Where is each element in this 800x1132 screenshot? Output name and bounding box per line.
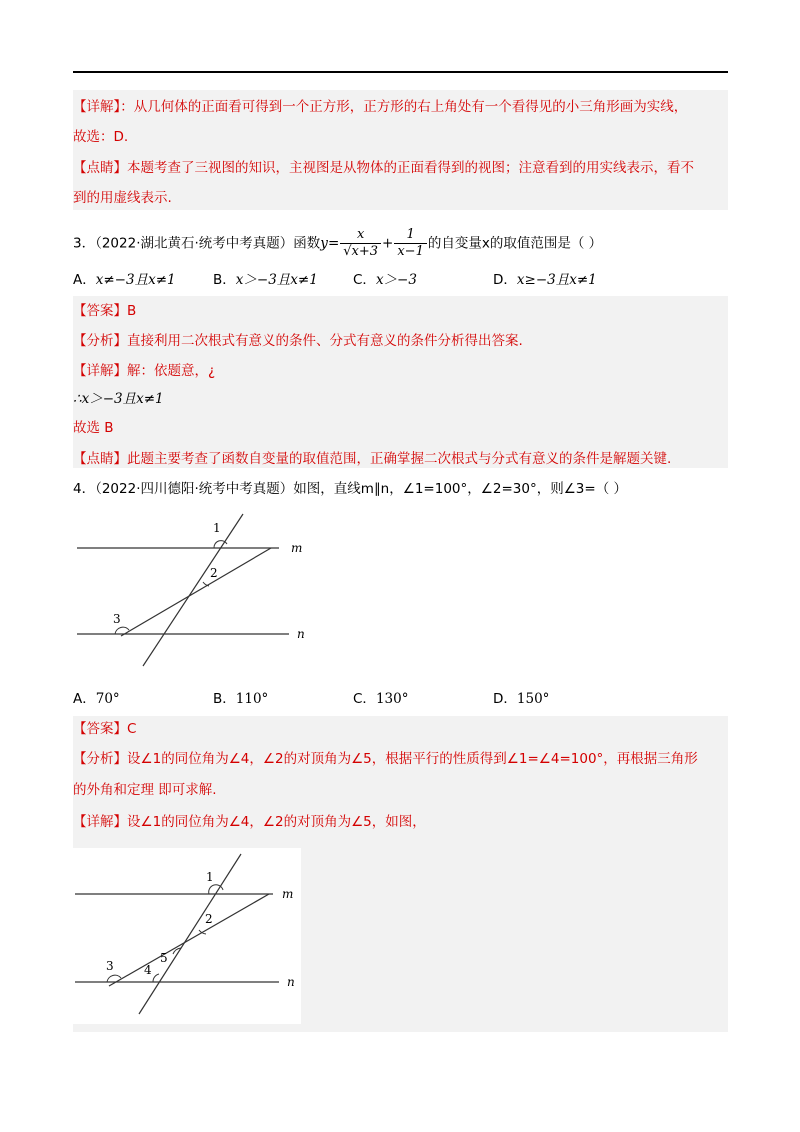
label-n: n [287,975,295,989]
q4-answer-line [73,718,136,740]
detail-tag: 【详解】 [73,99,121,115]
q3-answer-line [73,300,136,322]
q3-option-a[interactable] [73,269,176,291]
q4-number: 4． [73,481,96,497]
option-text: 70° [95,691,120,707]
q4-analysis-line [73,748,698,770]
q4-stem-text: （2022·四川德阳·统考中考真题）如图，直线m∥n，∠1=100°，∠2=30°，则∠3=（ ） [95,481,627,497]
option-label: A． [73,691,96,707]
detail-text: 解：依题意，¿ [127,363,216,379]
q3-fraction-1 [340,227,381,260]
q3-y: y [320,235,328,252]
q3-source: （2022·湖北黄石·统考中考真题）函数 [95,235,321,252]
q4-analysis-line-2 [73,779,217,801]
q3-option-b[interactable] [213,269,318,291]
q3-solution-block [73,296,728,468]
choose-text: 故选 B [73,420,114,436]
label-1: 1 [213,521,221,535]
q3-f2-den: x−1 [397,244,424,259]
point-text-2: 到的用虚线表示. [73,190,172,206]
angle-4-arc [153,974,159,982]
option-label: D． [493,691,517,707]
q3-detail-line [73,360,215,382]
label-m: m [282,887,294,901]
q4-option-b[interactable] [213,688,268,710]
header-rule [73,71,728,73]
prev-detail-line-2 [73,126,128,148]
prev-detail-line [73,96,687,118]
option-label: B． [213,691,236,707]
detail-tag: 【详解】 [73,814,127,830]
option-label: A． [73,272,96,288]
q4-option-d[interactable] [493,688,549,710]
q4-detail-line [73,811,426,833]
option-text: x≠−3且x≠1 [95,272,176,288]
q4-solution-figure [73,848,301,1024]
option-label: B． [213,272,236,288]
option-text: x＞−3 [375,272,417,288]
detail-tag: 【详解】 [73,363,127,379]
transversal-2 [121,548,271,636]
analysis-tag: 【分析】 [73,333,127,349]
q3-option-d[interactable] [493,269,597,291]
label-3: 3 [106,959,114,973]
analysis-text-2: 的外角和定理 即可求解. [73,782,217,798]
option-label: D． [493,272,517,288]
q3-plus: + [382,235,394,252]
transversal-1 [143,514,243,666]
point-tag: 【点睛】 [73,160,127,176]
point-tag: 【点睛】 [73,451,127,467]
q3-number: 3． [73,235,96,252]
answer-value: B [127,303,137,319]
answer-value: C [127,721,137,737]
option-label: C． [353,691,376,707]
q3-point-line [73,448,671,470]
q3-f1-num: x [340,227,381,244]
option-text: 110° [235,691,269,707]
q3-stem [73,227,602,260]
label-2: 2 [210,566,218,580]
answer-tag: 【答案】 [73,721,127,737]
transversal-2 [109,894,269,986]
prev-point-line [73,157,694,179]
label-3: 3 [113,612,121,626]
q3-therefore-line [73,388,164,410]
q3-option-c[interactable] [353,269,417,291]
detail-text-2: 故选：D. [73,129,129,145]
option-text: 130° [375,691,409,707]
label-m: m [291,541,303,555]
parallel-lines-diagram-annotated [73,848,301,1024]
analysis-text: 直接利用二次根式有意义的条件、分式有意义的条件分析得出答案. [127,333,523,349]
label-5: 5 [160,951,168,965]
option-label: C． [353,272,376,288]
point-text: 本题考查了三视图的知识，主视图是从物体的正面看得到的视图；注意看到的用实线表示，看不 [127,160,694,176]
label-4: 4 [144,963,152,977]
transversal-1 [139,854,241,1014]
parallel-lines-diagram [73,510,313,670]
option-text: x≥−3且x≠1 [516,272,597,288]
angle-2-arc [203,582,209,586]
q4-figure [73,510,313,670]
q3-f2-num: 1 [394,227,427,244]
answer-tag: 【答案】 [73,303,127,319]
q3-tail: 的自变量x的取值范围是（ ） [427,235,603,252]
point-text: 此题主要考查了函数自变量的取值范围，正确掌握二次根式与分式有意义的条件是解题关键. [127,451,672,467]
q3-eq: = [327,235,340,252]
option-text: x＞−3且x≠1 [235,272,318,288]
option-text: 150° [516,691,550,707]
q3-fraction-2 [394,227,427,260]
analysis-text: 设∠1的同位角为∠4，∠2的对顶角为∠5，根据平行的性质得到∠1=∠4=100°，再根据三角形 [127,751,698,767]
q3-f1-den: √x+3 [343,244,379,259]
q4-option-c[interactable] [353,688,408,710]
q3-analysis-line [73,330,523,352]
label-n: n [297,627,305,641]
q4-option-a[interactable] [73,688,120,710]
analysis-tag: 【分析】 [73,751,127,767]
therefore-text: ∴x＞−3且x≠1 [73,391,164,407]
q3-choose-line [73,417,114,439]
angle-1-arc [214,541,227,548]
prev-point-line-2 [73,187,172,209]
detail-text: ：从几何体的正面看可得到一个正方形，正方形的右上角处有一个看得见的小三角形画为实线， [120,99,688,115]
label-2: 2 [205,912,213,926]
label-1: 1 [206,870,214,884]
q4-stem [73,478,627,500]
detail-text: 设∠1的同位角为∠4，∠2的对顶角为∠5，如图， [127,814,426,830]
